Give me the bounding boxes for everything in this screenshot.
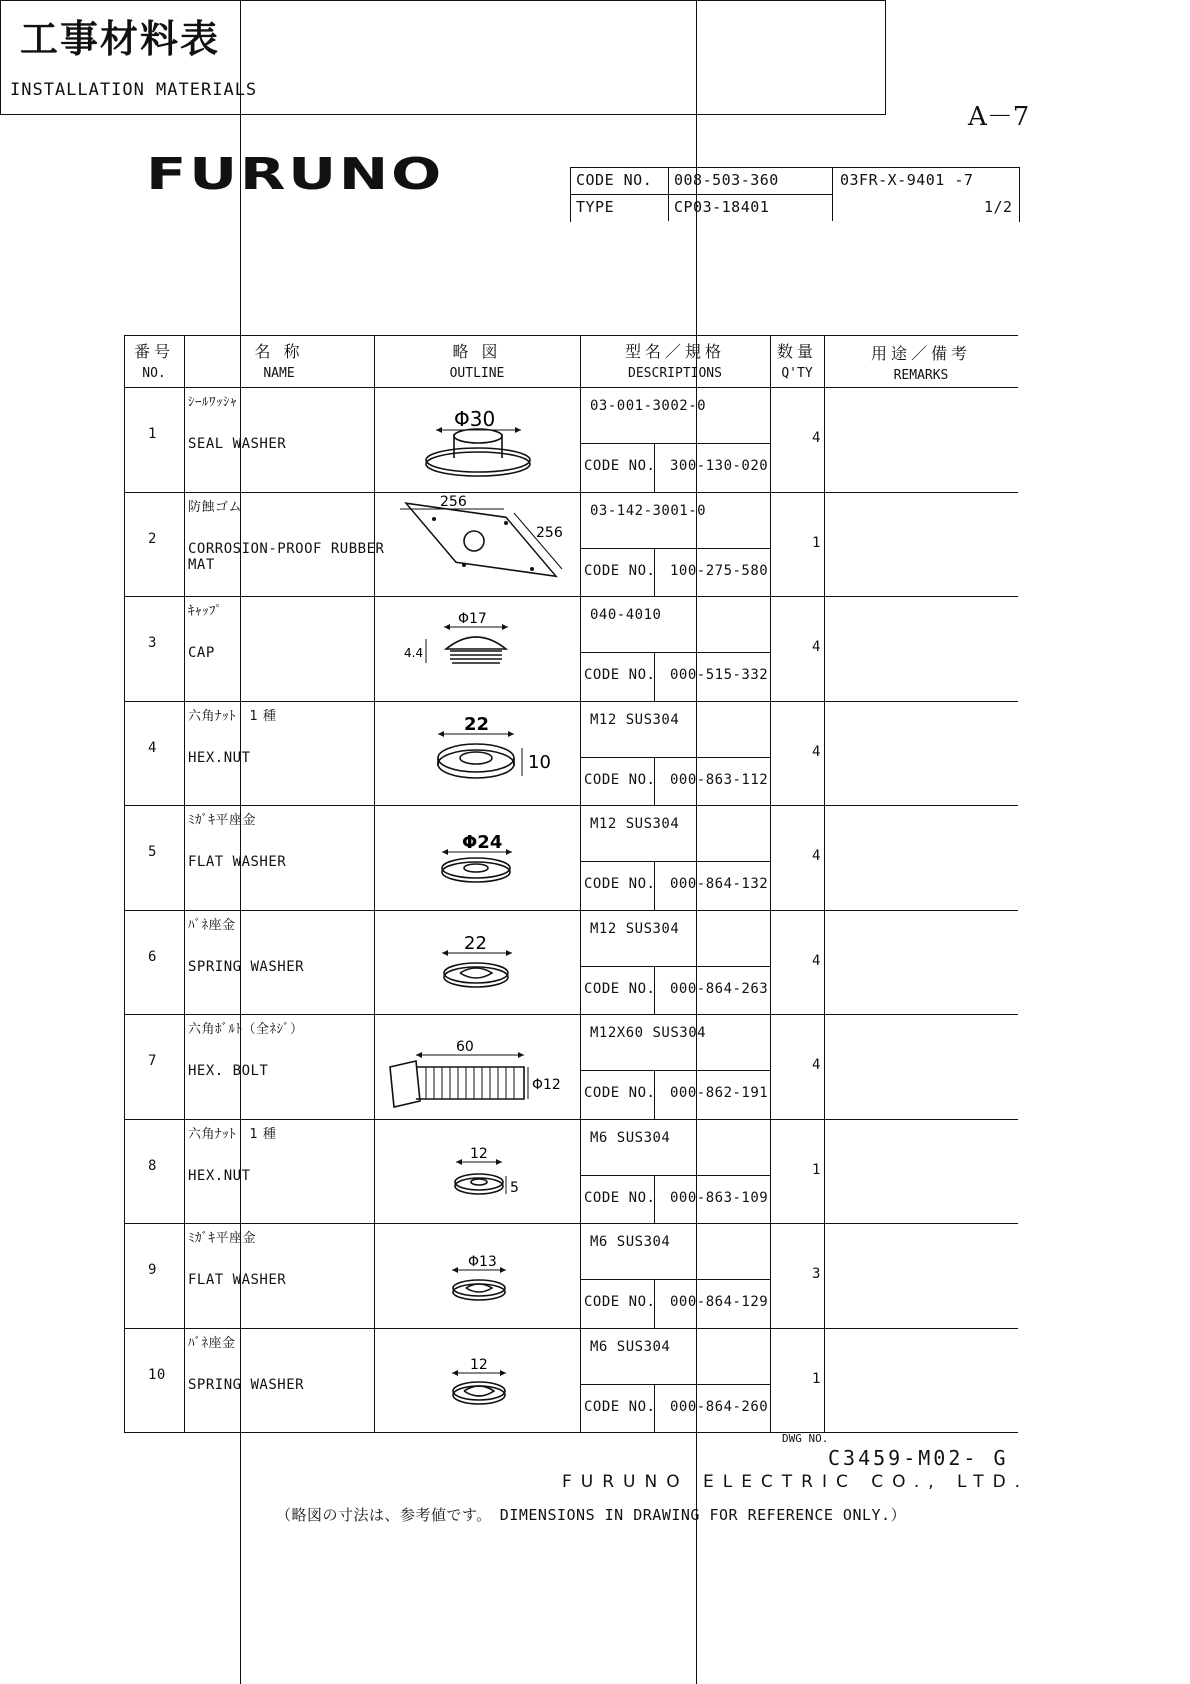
item-description: M12X60 SUS304 (590, 1025, 707, 1041)
item-quantity: 4 (812, 952, 821, 969)
item-name-en: HEX.NUT (188, 749, 251, 766)
outline-dim: 22 (464, 932, 487, 954)
type-value: CP03-18401 (674, 198, 770, 216)
table-row (124, 1014, 1018, 1120)
item-number: 2 (148, 530, 157, 547)
item-remarks (824, 1120, 1018, 1225)
code-no-label: CODE NO. (584, 1085, 656, 1101)
code-no-label: CODE NO. (584, 771, 656, 788)
item-remarks (824, 1015, 1018, 1120)
item-name-jp: 六角ﾅｯﾄ 1 種 (188, 1126, 277, 1142)
col-name-en: NAME (263, 366, 295, 381)
item-code: 000-864-129 (670, 1294, 769, 1310)
company-name: FURUNO ELECTRIC CO., LTD. (562, 1472, 1030, 1492)
item-name-jp: ﾐｶﾞｷ平座金 (188, 1231, 257, 1246)
item-description: M12 SUS304 (590, 920, 680, 937)
table-row (124, 387, 1018, 493)
item-number: 7 (148, 1053, 157, 1069)
item-name-en: FLAT WASHER (188, 854, 287, 870)
item-quantity: 4 (812, 639, 821, 655)
item-number: 5 (148, 844, 157, 860)
item-code: 000-863-109 (670, 1189, 769, 1206)
item-number: 8 (148, 1157, 157, 1174)
dwg-no-label: DWG NO. (782, 1432, 829, 1445)
table-row (124, 805, 1018, 911)
col-remarks-jp: 用途／備考 (870, 344, 971, 363)
item-name-en: CORROSION-PROOF RUBBER (188, 540, 385, 557)
item-remarks (824, 806, 1018, 911)
cap-icon (376, 599, 578, 699)
outline-dim-2: 5 (510, 1179, 519, 1196)
item-number: 9 (148, 1262, 157, 1278)
outline-dim: Φ13 (468, 1254, 497, 1270)
title-box (0, 0, 886, 115)
item-name-jp: 六角ﾎﾞﾙﾄ（全ﾈｼﾞ） (188, 1022, 304, 1037)
item-quantity: 4 (812, 430, 821, 446)
item-description: 03-142-3001-0 (590, 502, 707, 519)
item-number: 6 (148, 948, 157, 965)
hex-nut-icon (376, 704, 578, 804)
spring-washer-icon (376, 1331, 578, 1431)
col-outline-en: OUTLINE (449, 366, 505, 381)
col-desc-jp: 型名／規格 (624, 342, 725, 361)
item-code: 000-862-191 (670, 1085, 769, 1101)
col-qty-en: Q'TY (781, 366, 813, 381)
flat-washer-icon (376, 808, 578, 908)
col-desc-en: DESCRIPTIONS (628, 366, 722, 381)
item-name-en: FLAT WASHER (188, 1272, 287, 1288)
col-no-jp: 番号 (133, 342, 174, 361)
dwg-number: C3459-M02- G (828, 1446, 1009, 1470)
item-name-jp: ｼｰﾙﾜｯｼｬ (188, 395, 237, 410)
item-remarks (824, 597, 1018, 702)
item-remarks (824, 911, 1018, 1016)
outline-dim: Φ24 (462, 832, 503, 853)
item-name-jp: ﾐｶﾞｷ平座金 (188, 813, 257, 828)
item-name-en: SPRING WASHER (188, 958, 305, 975)
item-number: 3 (148, 635, 157, 651)
item-name-jp: 六角ﾅｯﾄ 1 種 (188, 708, 277, 724)
table-row (124, 596, 1018, 702)
item-name-jp: ｷｬｯﾌﾟ (188, 604, 223, 619)
item-name-jp: 防蝕ゴム (188, 499, 243, 515)
table-header (124, 335, 1018, 387)
item-code: 000-863-112 (670, 771, 769, 788)
item-description: M12 SUS304 (590, 711, 680, 728)
outline-dim-2: Φ12 (532, 1077, 561, 1093)
item-name-en-2: MAT (188, 556, 215, 573)
item-name-en: SEAL WASHER (188, 436, 287, 452)
item-number: 10 (148, 1366, 166, 1383)
item-remarks (824, 388, 1018, 493)
table-row (124, 910, 1018, 1016)
code-no-label: CODE NO. (584, 1294, 656, 1310)
item-quantity: 4 (812, 848, 821, 864)
outline-dim: Φ17 (458, 611, 487, 627)
outline-dim-2: 4.4 (404, 646, 424, 660)
item-code: 000-864-132 (670, 876, 769, 892)
rubber-mat-icon (376, 495, 578, 595)
item-remarks (824, 702, 1018, 807)
col-outline-jp: 略 図 (452, 342, 502, 361)
item-description: M6 SUS304 (590, 1234, 671, 1250)
item-name-en: SPRING WASHER (188, 1376, 305, 1393)
table-row (124, 492, 1018, 598)
item-code: 100-275-580 (670, 562, 769, 579)
sheet-number: 1/2 (984, 198, 1013, 216)
item-quantity: 4 (812, 1057, 821, 1073)
outline-dim-2: 10 (528, 751, 551, 773)
code-no-label: CODE NO. (584, 1398, 656, 1415)
col-remarks-en: REMARKS (893, 368, 949, 383)
item-name-jp: ﾊﾞﾈ座金 (188, 917, 236, 933)
item-quantity: 1 (812, 1370, 821, 1387)
type-label: TYPE (576, 198, 615, 216)
code-no-label: CODE NO. (576, 171, 653, 189)
code-no-label: CODE NO. (584, 876, 656, 892)
item-description: M6 SUS304 (590, 1338, 671, 1355)
hex-nut-icon (376, 1122, 578, 1222)
outline-dim: 60 (456, 1039, 474, 1055)
item-description: 040-4010 (590, 607, 662, 623)
doc-number: 03FR-X-9401 -7 (840, 171, 974, 189)
title-japanese: 工事材料表 (20, 17, 221, 61)
item-description: M6 SUS304 (590, 1129, 671, 1146)
logo-text: FURUNO (146, 153, 444, 193)
reference-note: （略図の寸法は、参考値です。 DIMENSIONS IN DRAWING FOR REFERENCE ONLY.） (276, 1506, 907, 1524)
page-label: A－7 (968, 102, 1030, 132)
code-no-label: CODE NO. (584, 562, 656, 579)
item-name-en: HEX. BOLT (188, 1063, 269, 1079)
materials-table (124, 335, 1018, 1435)
item-number: 4 (148, 739, 157, 756)
item-number: 1 (148, 426, 157, 442)
title-english: INSTALLATION MATERIALS (10, 80, 258, 100)
item-name-jp: ﾊﾞﾈ座金 (188, 1335, 236, 1351)
col-no-en: NO. (142, 366, 166, 381)
flat-washer-icon (376, 1226, 578, 1326)
code-no-label: CODE NO. (584, 667, 656, 683)
item-description: 03-001-3002-0 (590, 398, 707, 414)
seal-washer-icon (376, 390, 578, 490)
outline-dim: Φ30 (454, 407, 496, 431)
item-remarks (824, 493, 1018, 598)
item-code: 000-864-263 (670, 980, 769, 997)
item-remarks (824, 1329, 1018, 1434)
furuno-logo (146, 153, 446, 193)
code-no-label: CODE NO. (584, 458, 656, 474)
item-code: 000-864-260 (670, 1398, 769, 1415)
table-row (124, 1223, 1018, 1329)
item-code: 000-515-332 (670, 667, 769, 683)
item-quantity: 1 (812, 534, 821, 551)
item-description: M12 SUS304 (590, 816, 680, 832)
code-no-value: 008-503-360 (674, 171, 779, 189)
outline-dim: 12 (470, 1356, 488, 1373)
spring-washer-icon (376, 913, 578, 1013)
item-quantity: 3 (812, 1266, 821, 1282)
code-no-label: CODE NO. (584, 1189, 656, 1206)
table-row (124, 1119, 1018, 1225)
item-quantity: 1 (812, 1161, 821, 1178)
code-no-label: CODE NO. (584, 980, 656, 997)
outline-dim-2: 256 (536, 524, 563, 541)
item-name-en: HEX.NUT (188, 1167, 251, 1184)
table-row (124, 701, 1018, 807)
outline-dim: 12 (470, 1145, 488, 1162)
outline-dim: 22 (464, 713, 490, 735)
item-remarks (824, 1224, 1018, 1329)
item-code: 300-130-020 (670, 458, 769, 474)
table-row (124, 1328, 1018, 1434)
item-name-en: CAP (188, 645, 215, 661)
outline-dim: 256 (440, 494, 467, 510)
col-qty-jp: 数量 (776, 342, 817, 361)
item-quantity: 4 (812, 743, 821, 760)
hex-bolt-icon (376, 1017, 578, 1117)
col-name-jp: 名 称 (254, 342, 304, 361)
